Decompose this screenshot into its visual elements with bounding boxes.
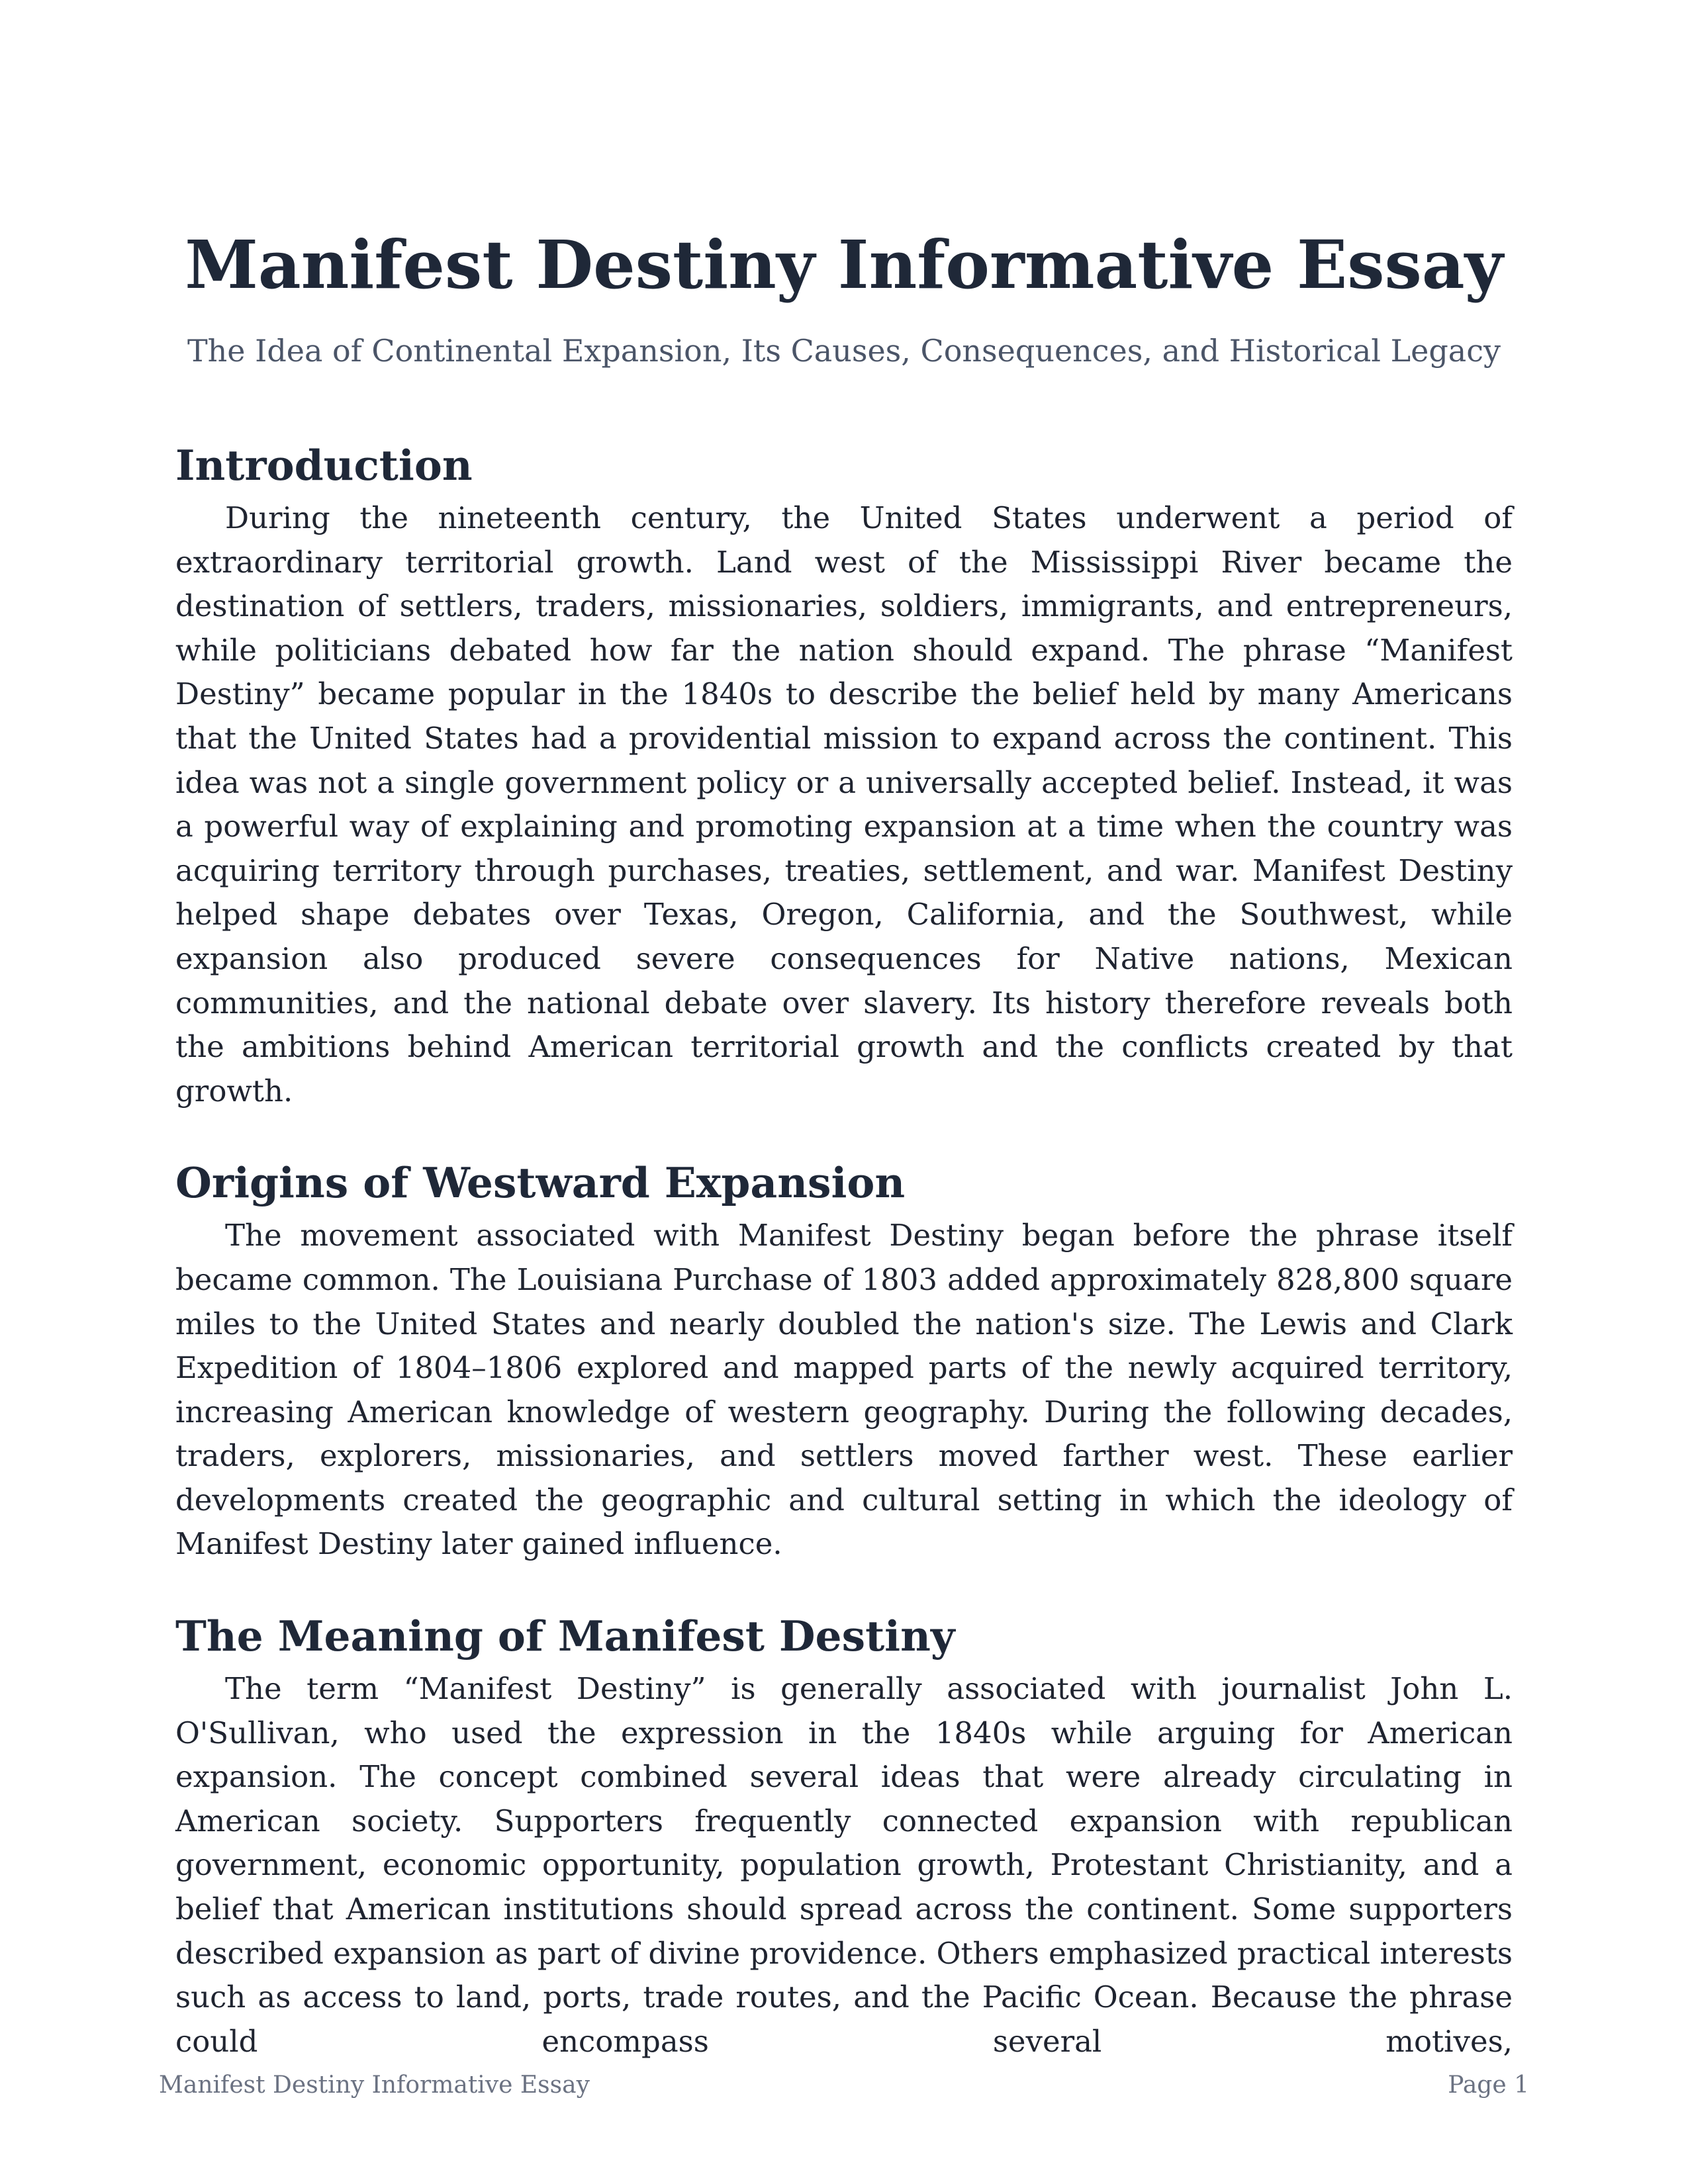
section-meaning bbox=[175, 1608, 1513, 2064]
section-heading: Introduction bbox=[175, 441, 473, 490]
page-subtitle: The Idea of Continental Expansion, Its Causes, Consequences, and Historical Legacy bbox=[187, 333, 1501, 369]
section-paragraph: During the nineteenth century, the United States underwent a period of extraordinary territorial growth. Land west of the Mississippi River became the destination of settlers, traders, missionaries, soldiers, immigrants, and entrepreneurs, while politicians debated how far the nation should expand. The phrase “Manifest Destiny” became popular in the 1840s to describe the belief held by many Americans that the United States had a providential mission to expand across the continent. This idea was not a single government policy or a universally accepted belief. Instead, it was a powerful way of explaining and promoting expansion at a time when the country was acquiring territory through purchases, treaties, settlement, and war. Manifest Destiny helped shape debates over Texas, Oregon, California, and the Southwest, while expansion also produced severe consequences for Native nations, Mexican communities, and the national debate over slavery. Its history therefore reveals both the ambitions behind American territorial growth and the conflicts created by that growth. bbox=[175, 500, 1513, 1109]
section-heading: The Meaning of Manifest Destiny bbox=[175, 1612, 955, 1661]
footer-page-number: Page 1 bbox=[1448, 2071, 1529, 2099]
section-origins bbox=[175, 1154, 1513, 1567]
section-heading: Origins of Westward Expansion bbox=[175, 1158, 906, 1208]
section-paragraph: The term “Manifest Destiny” is generally associated with journalist John L. O'Sullivan, who used the expression in the 1840s while arguing for American expansion. The concept combined several ideas that were already circulating in American society. Supporters frequently connected expansion with republican government, economic opportunity, population growth, Protestant Christianity, and a belief that American institutions should spread across the continent. Some supporters described expansion as part of divine providence. Others emphasized practical interests such as access to land, ports, trade routes, and the Pacific Ocean. Because the phrase could encompass several motives, bbox=[175, 1671, 1513, 2059]
page-title: Manifest Destiny Informative Essay bbox=[185, 226, 1503, 304]
section-introduction bbox=[175, 437, 1513, 1113]
footer-document-title: Manifest Destiny Informative Essay bbox=[159, 2071, 590, 2099]
essay-body bbox=[175, 437, 1513, 2105]
section-paragraph: The movement associated with Manifest Destiny began before the phrase itself became common. The Louisiana Purchase of 1803 added approximately 828,800 square miles to the United States and nearly doubled the nation's size. The Lewis and Clark Expedition of 1804–1806 explored and mapped parts of the newly acquired territory, increasing American knowledge of western geography. During the following decades, traders, explorers, missionaries, and settlers moved farther west. These earlier developments created the geographic and cultural setting in which the ideology of Manifest Destiny later gained influence. bbox=[175, 1218, 1513, 1562]
